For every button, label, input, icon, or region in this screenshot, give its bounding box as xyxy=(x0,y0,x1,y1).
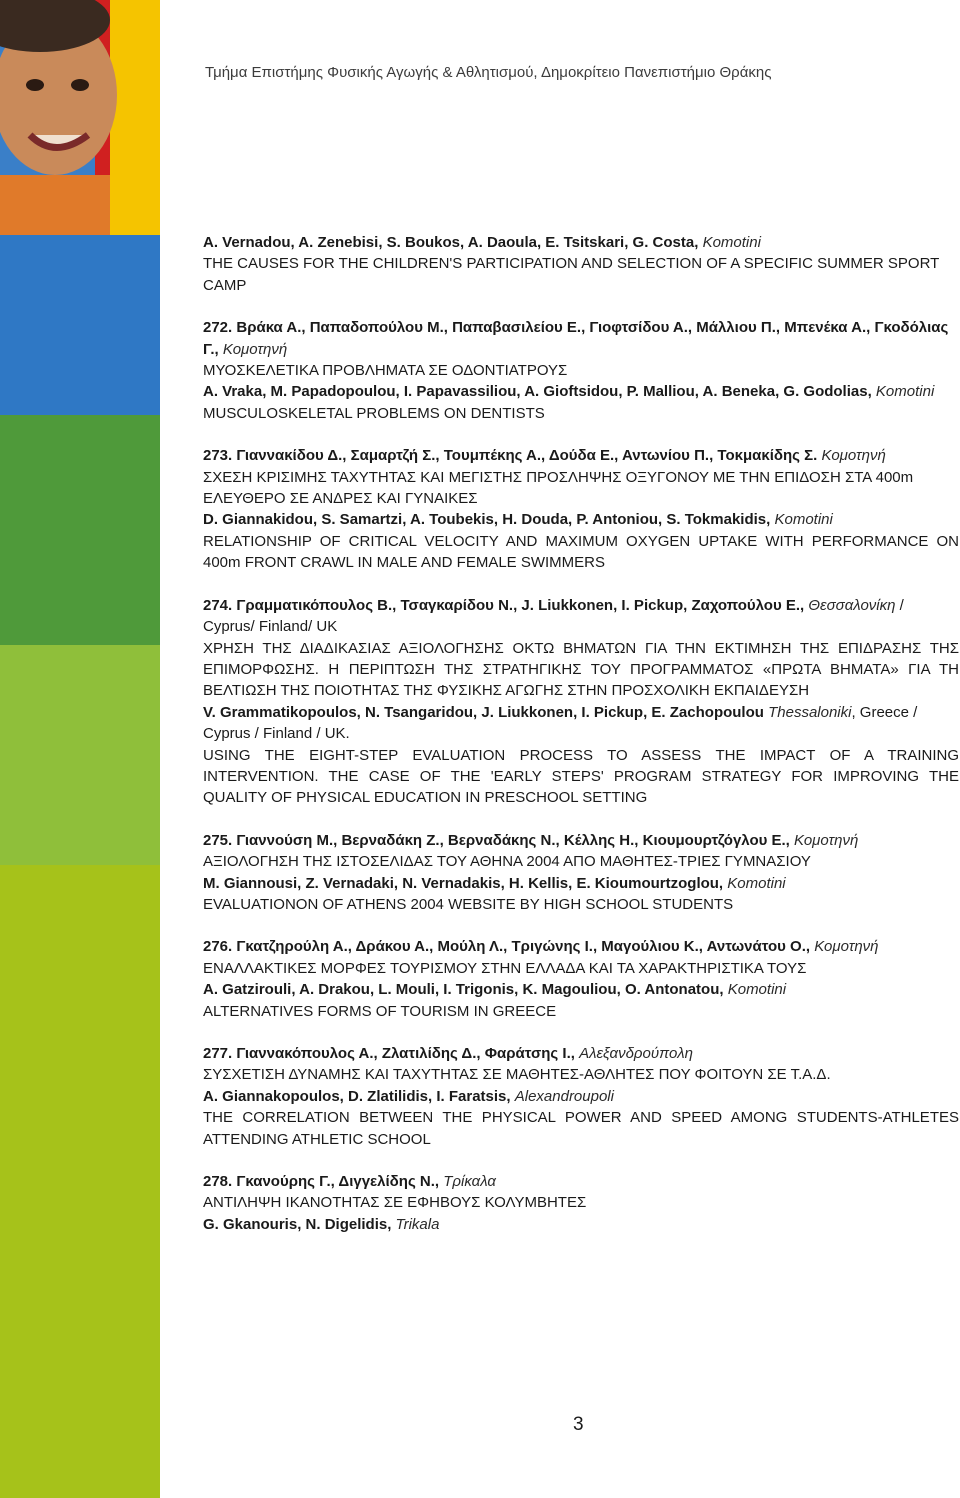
line-text: USING THE EIGHT-STEP EVALUATION PROCESS TO ASSESS THE IMPACT OF A TRAINING INTERVENTION. THE CASE OF THE 'EARLY STEPS' PROGRAM STRATEGY FOR IMPROVING THE QUALITY OF PHYSICAL EDUCATION IN PRESCHOOL SETTING xyxy=(203,746,959,807)
entry-location: Komotini xyxy=(727,981,787,999)
entry-authors xyxy=(203,445,959,466)
entry-title xyxy=(203,467,959,510)
line-text: ΣΧΕΣΗ ΚΡΙΣΙΜΗΣ ΤΑΧΥΤΗΤΑΣ ΚΑΙ ΜΕΓΙΣΤΗΣ ΠΡΟΣΛΗΨΗΣ ΟΞΥΓΟΝΟΥ ΜΕ ΤΗΝ ΕΠΙΔΟΣΗ ΣΤΑ 400m ΕΛΕΥΘΕΡΟ ΣΕ ΑΝΔΡΕΣ ΚΑΙ ΓΥΝΑΙΚΕΣ xyxy=(203,468,914,508)
publication-entry xyxy=(203,936,959,1022)
line-text: ΣΥΣΧΕΤΙΣΗ ΔΥΝΑΜΗΣ ΚΑΙ ΤΑΧΥΤΗΤΑΣ ΣΕ ΜΑΘΗΤΕΣ-ΑΘΛΗΤΕΣ ΠΟΥ ΦΟΙΤΟΥΝ ΣΕ Τ.Α.Δ. xyxy=(203,1066,831,1084)
line-text: ΑΝΤΙΛΗΨΗ ΙΚΑΝΟΤΗΤΑΣ ΣΕ ΕΦΗΒΟΥΣ ΚΟΛΥΜΒΗΤΕΣ xyxy=(203,1194,587,1212)
light-green-band xyxy=(0,645,160,865)
publication-entry xyxy=(203,830,959,916)
publication-entry xyxy=(203,595,959,809)
entry-title xyxy=(203,894,959,915)
page-number: 3 xyxy=(573,1414,584,1435)
entry-location: Komotini xyxy=(875,383,935,401)
entry-authors xyxy=(203,1086,959,1107)
entry-authors xyxy=(203,979,959,1000)
line-text: MUSCULOSKELETAL PROBLEMS ON DENTISTS xyxy=(203,404,545,422)
entry-title xyxy=(203,958,959,979)
line-text: G. Gkanouris, N. Digelidis, xyxy=(203,1215,396,1233)
entry-title xyxy=(203,1001,959,1022)
line-text: M. Giannousi, Z. Vernadaki, N. Vernadakis, H. Kellis, E. Kioumourtzoglou, xyxy=(203,874,728,892)
line-text: 277. Γιαννακόπουλος Α., Ζλατιλίδης Δ., Φαράτσης Ι., xyxy=(203,1045,580,1062)
page-header: Τμήμα Επιστήμης Φυσικής Αγωγής & Αθλητισμού, Δημοκρίτειο Πανεπιστήμιο Θράκης xyxy=(205,64,772,81)
line-text: A. Vraka, M. Papadopoulou, I. Papavassiliou, A. Gioftsidou, P. Malliou, A. Beneka, G. Godolias, xyxy=(203,383,876,401)
line-text: ΑΞΙΟΛΟΓΗΣΗ ΤΗΣ ΙΣΤΟΣΕΛΙΔΑΣ ΤΟΥ ΑΘΗΝΑ 2004 ΑΠΟ ΜΑΘΗΤΕΣ-ΤΡΙΕΣ ΓΥΜΝΑΣΙΟΥ xyxy=(203,853,811,871)
entry-title xyxy=(203,403,959,424)
green-band xyxy=(0,415,160,645)
entry-title xyxy=(203,1192,959,1213)
entry-authors xyxy=(203,232,959,253)
publication-entry xyxy=(203,317,959,424)
entry-authors xyxy=(203,1214,959,1235)
entry-authors xyxy=(203,702,959,745)
entry-title xyxy=(203,531,959,574)
entry-title xyxy=(203,360,959,381)
decorative-sidebar xyxy=(0,0,160,1498)
line-text: A. Vernadou, A. Zenebisi, S. Boukos, A. Daoula, E. Tsitskari, G. Costa, xyxy=(203,234,703,251)
child-photo-image xyxy=(0,0,160,235)
entry-location: Αλεξανδρούπολη xyxy=(579,1045,694,1062)
line-text: A. Giannakopoulos, D. Zlatilidis, I. Faratsis, xyxy=(203,1087,515,1105)
line-text: V. Grammatikopoulos, N. Tsangaridou, J. Liukkonen, I. Pickup, E. Zachopoulou xyxy=(203,703,769,721)
entry-location: Komotini xyxy=(702,234,761,251)
line-text: 278. Γκανούρης Γ., Διγγελίδης Ν., xyxy=(203,1173,444,1191)
line-text: ALTERNATIVES FORMS OF TOURISM IN GREECE xyxy=(203,1002,557,1020)
entry-location: Komotini xyxy=(774,511,833,529)
entry-title xyxy=(203,851,959,872)
entry-location: Τρίκαλα xyxy=(443,1173,496,1191)
entry-authors xyxy=(203,595,959,638)
line-text: THE CORRELATION BETWEEN THE PHYSICAL POWER AND SPEED AMONG STUDENTS-ATHLETES ATTENDING ATHLETIC SCHOOL xyxy=(203,1109,959,1148)
line-text: ΧΡΗΣΗ ΤΗΣ ΔΙΑΔΙΚΑΣΙΑΣ ΑΞΙΟΛΟΓΗΣΗΣ ΟΚΤΩ ΒΗΜΑΤΩΝ ΓΙΑ ΤΗΝ ΕΚΤΙΜΗΣΗ ΤΗΣ ΕΠΙΔΡΑΣΗΣ ΤΗΣ ΕΠΙΜΟΡΦΩΣΗΣ. Η ΠΕΡΙΠΤΩΣΗ ΤΗΣ ΣΤΡΑΤΗΓΙΚΗΣ ΤΟΥ ΠΡΟΓΡΑΜΜΑΤΟΣ «ΠΡΩΤΑ ΒΗΜΑΤΑ» ΓΙΑ ΤΗ ΒΕΛΤΙΩΣΗ ΤΗΣ ΠΟΙΟΤΗΤΑΣ ΤΗΣ ΦΥΣΙΚΗΣ ΑΓΩΓΗΣ ΣΤΗΝ ΠΡΟΣΧΟΛΙΚΗ ΕΚΠΑΙΔΕΥΣΗ xyxy=(203,639,959,700)
entry-location: Θεσσαλονίκη xyxy=(808,596,896,614)
entry-authors xyxy=(203,936,959,957)
line-text: ΜΥΟΣΚΕΛΕΤΙΚΑ ΠΡΟΒΛΗΜΑΤΑ ΣΕ ΟΔΟΝΤΙΑΤΡΟΥΣ xyxy=(203,362,568,380)
line-text: EVALUATIONON OF ATHENS 2004 WEBSITE BY HIGH SCHOOL STUDENTS xyxy=(203,895,734,913)
entry-location: Thessaloniki xyxy=(768,703,852,721)
entry-title xyxy=(203,1064,959,1085)
line-text: RELATIONSHIP OF CRITICAL VELOCITY AND MAXIMUM OXYGEN UPTAKE WITH PERFORMANCE ON 400m FRONT CRAWL IN MALE AND FEMALE SWIMMERS xyxy=(203,532,959,572)
entry-location-tail: , Greece / Cyprus / Finland / UK. xyxy=(203,703,918,743)
publication-entry xyxy=(203,1171,959,1235)
line-text: ΕΝΑΛΛΑΚΤΙΚΕΣ ΜΟΡΦΕΣ ΤΟΥΡΙΣΜΟΥ ΣΤΗΝ ΕΛΛΑΔΑ ΚΑΙ ΤΑ ΧΑΡΑΚΤΗΡΙΣΤΙΚΑ ΤΟΥΣ xyxy=(203,959,807,977)
line-text: A. Gatzirouli, A. Drakou, L. Mouli, I. Trigonis, K. Magouliou, O. Antonatou, xyxy=(203,981,728,999)
entry-location: Κομοτηνή xyxy=(794,831,859,849)
entry-location: Κομοτηνή xyxy=(821,447,886,465)
entry-authors xyxy=(203,509,959,530)
lime-band xyxy=(0,865,160,1498)
entry-location: Κομοτηνή xyxy=(814,938,879,956)
blue-band xyxy=(0,235,160,415)
publication-entry xyxy=(203,445,959,573)
entry-authors xyxy=(203,381,959,402)
entry-authors xyxy=(203,873,959,894)
publication-list xyxy=(203,232,959,1256)
line-text: 274. Γραμματικόπουλος Β., Τσαγκαρίδου Ν., J. Liukkonen, I. Pickup, Ζαχοπούλου Ε., xyxy=(203,596,809,614)
entry-authors xyxy=(203,830,959,851)
line-text: 272. Βράκα Α., Παπαδοπούλου Μ., Παπαβασιλείου Ε., Γιοφτσίδου Α., Μάλλιου Π., Μπενέκα Α., Γκοδόλιας Γ., xyxy=(203,319,949,358)
line-text: D. Giannakidou, S. Samartzi, A. Toubekis, H. Douda, P. Antoniou, S. Tokmakidis, xyxy=(203,511,775,529)
entry-location: Alexandroupoli xyxy=(514,1087,614,1105)
publication-entry xyxy=(203,1043,959,1150)
line-text: 276. Γκατζηρούλη Α., Δράκου Α., Μούλη Λ., Τριγώνης Ι., Μαγούλιου Κ., Αντωνάτου Ο., xyxy=(203,938,815,956)
entry-location: Κομοτηνή xyxy=(222,340,288,358)
entry-title xyxy=(203,253,959,296)
line-text: 273. Γιαννακίδου Δ., Σαμαρτζή Σ., Τουμπέκης Α., Δούδα Ε., Αντωνίου Π., Τοκμακίδης Σ. xyxy=(203,447,822,465)
publication-entry xyxy=(203,232,959,296)
entry-location: Komotini xyxy=(727,874,786,892)
entry-title xyxy=(203,638,959,702)
entry-authors xyxy=(203,317,959,360)
entry-title xyxy=(203,745,959,809)
line-text: 275. Γιαννούση Μ., Βερναδάκη Ζ., Βερναδάκης Ν., Κέλλης Η., Κιουμουρτζόγλου Ε., xyxy=(203,831,795,849)
entry-location-tail: / Cyprus/ Finland/ UK xyxy=(203,596,904,636)
entry-location: Trikala xyxy=(395,1215,440,1233)
entry-title xyxy=(203,1107,959,1150)
entry-authors xyxy=(203,1043,959,1064)
entry-authors xyxy=(203,1171,959,1192)
line-text: THE CAUSES FOR THE CHILDREN'S PARTICIPATION AND SELECTION OF A SPECIFIC SUMMER SPORT CAMP xyxy=(203,255,940,294)
